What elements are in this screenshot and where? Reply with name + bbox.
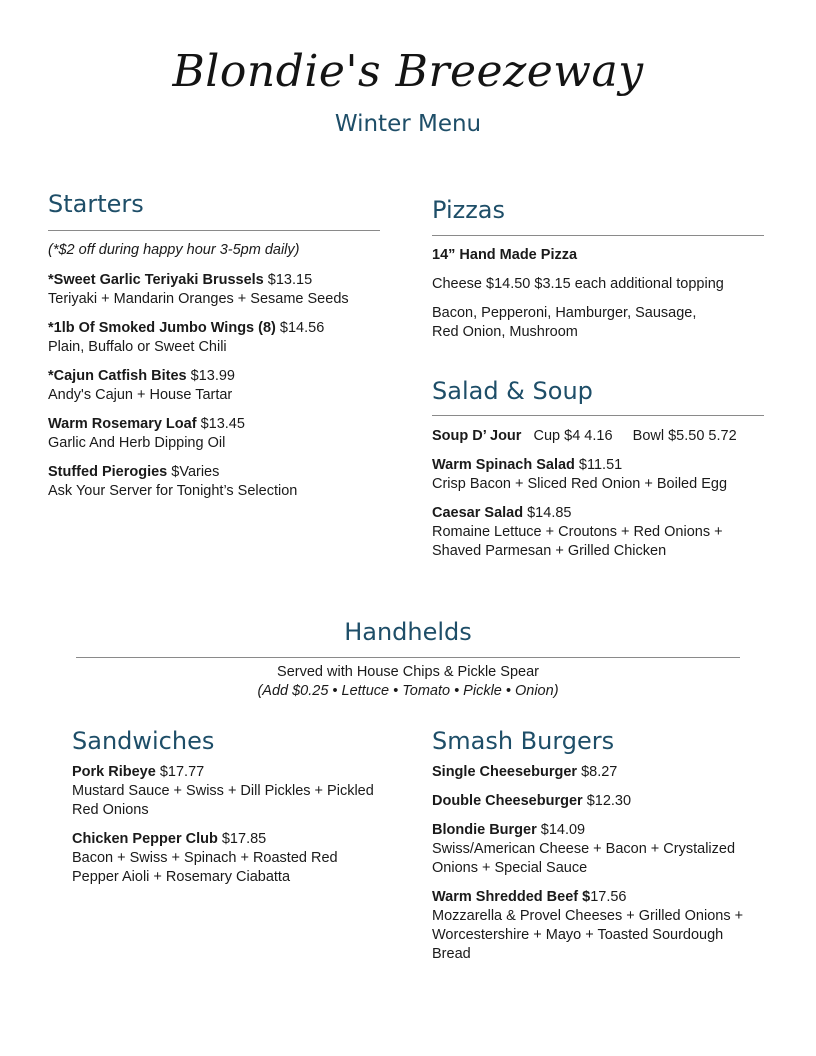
menu-item <box>432 275 772 294</box>
item-description: Ask Your Server for Tonight’s Selection <box>48 483 298 499</box>
item-description: Red Onions <box>72 802 149 818</box>
item-description: Plain, Buffalo or Sweet Chili <box>48 339 227 355</box>
handhelds-heading: Handhelds <box>344 618 472 646</box>
item-description: Andy's Cajun + House Tartar <box>48 387 233 403</box>
menu-item <box>48 367 388 405</box>
menu-item <box>72 830 402 887</box>
restaurant-title: Blondie's Breezeway <box>172 46 644 97</box>
happy-hour-note: (*$2 off during happy hour 3-5pm daily) <box>48 242 300 258</box>
menu-item <box>432 427 792 446</box>
item-price: $8.27 <box>577 764 618 780</box>
item-price: $13.45 <box>196 416 245 432</box>
add-ons-note: (Add $0.25 • Lettuce • Tomato • Pickle • Onion) <box>257 683 559 699</box>
menu-item <box>72 763 402 820</box>
item-description: Swiss/American Cheese + Bacon + Crystalized <box>432 841 736 857</box>
menu-item <box>48 415 388 453</box>
item-name: Caesar Salad <box>432 505 524 521</box>
item-description: Onions + Special Sauce <box>432 860 588 876</box>
sandwiches-heading: Sandwiches <box>72 727 215 755</box>
pizza-size: 14” Hand Made Pizza <box>432 247 578 263</box>
salad-soup-divider <box>432 415 764 416</box>
item-name: Single Cheeseburger <box>432 764 578 780</box>
menu-item <box>48 319 388 357</box>
smash-burgers-section <box>432 763 792 974</box>
item-description: Bread <box>432 946 471 962</box>
menu-item <box>432 304 772 342</box>
item-description: Mozzarella & Provel Cheeses + Grilled Onions + <box>432 908 744 924</box>
menu-item <box>48 463 388 501</box>
item-price: $12.30 <box>582 793 632 809</box>
item-description: Romaine Lettuce + Croutons + Red Onions + <box>432 524 723 540</box>
item-name: Pork Ribeye <box>72 764 156 780</box>
item-price: $14.09 <box>536 822 586 838</box>
pizzas-section <box>432 246 772 352</box>
served-with-note: Served with House Chips & Pickle Spear <box>277 664 539 680</box>
item-name: Warm Shredded Beef $ <box>432 889 591 905</box>
item-price: $13.99 <box>186 368 235 384</box>
item-price: Cup $4 4.16 Bowl $5.50 5.72 <box>521 428 737 444</box>
item-name: *1lb Of Smoked Jumbo Wings (8) <box>48 320 276 336</box>
salad-soup-heading: Salad & Soup <box>432 377 593 405</box>
starters-section <box>48 241 388 511</box>
menu-item <box>432 504 792 561</box>
menu-item <box>48 271 388 309</box>
starters-heading: Starters <box>48 190 144 218</box>
item-name: Double Cheeseburger <box>432 793 583 809</box>
menu-subtitle: Winter Menu <box>334 111 482 137</box>
item-name: Warm Spinach Salad <box>432 457 575 473</box>
item-price: 17.56 <box>590 889 627 905</box>
item-name: *Cajun Catfish Bites <box>48 368 187 384</box>
item-description: Worcestershire + Mayo + Toasted Sourdough <box>432 927 724 943</box>
item-description: Teriyaki + Mandarin Oranges + Sesame Seeds <box>48 291 349 307</box>
item-description: Shaved Parmesan + Grilled Chicken <box>432 543 667 559</box>
item-price: $13.15 <box>263 272 313 288</box>
item-description: Crisp Bacon + Sliced Red Onion + Boiled Egg <box>432 476 728 492</box>
handhelds-notes <box>0 663 816 701</box>
pizza-price-line: Cheese $14.50 $3.15 each additional topping <box>432 276 724 292</box>
item-name: Blondie Burger <box>432 822 537 838</box>
pizzas-heading: Pizzas <box>432 196 506 224</box>
item-name: Chicken Pepper Club <box>72 831 218 847</box>
item-description: Garlic And Herb Dipping Oil <box>48 435 226 451</box>
item-description: Pepper Aioli + Rosemary Ciabatta <box>72 869 291 885</box>
item-price: $17.77 <box>155 764 205 780</box>
item-name: Stuffed Pierogies <box>48 464 168 480</box>
menu-item <box>432 792 792 811</box>
item-price: $14.56 <box>275 320 325 336</box>
item-description: Bacon + Swiss + Spinach + Roasted Red <box>72 850 338 866</box>
topping-list: Red Onion, Mushroom <box>432 324 578 340</box>
topping-list: Bacon, Pepperoni, Hamburger, Sausage, <box>432 305 697 321</box>
starters-divider <box>48 230 380 231</box>
item-price: $17.85 <box>217 831 267 847</box>
item-name: Warm Rosemary Loaf <box>48 416 197 432</box>
salad-soup-section <box>432 427 792 571</box>
menu-item <box>432 888 792 964</box>
pizzas-divider <box>432 235 764 236</box>
handhelds-divider <box>76 657 740 658</box>
smash-burgers-heading: Smash Burgers <box>432 727 615 755</box>
item-price: $14.85 <box>523 505 572 521</box>
item-price: $11.51 <box>574 457 623 473</box>
item-price: $Varies <box>167 464 220 480</box>
sandwiches-section <box>72 763 402 897</box>
menu-item <box>432 821 792 878</box>
item-description: Mustard Sauce + Swiss + Dill Pickles + Pickled <box>72 783 374 799</box>
menu-item <box>432 456 792 494</box>
item-name: *Sweet Garlic Teriyaki Brussels <box>48 272 264 288</box>
menu-item <box>432 246 772 265</box>
item-name: Soup D’ Jour <box>432 428 522 444</box>
menu-item <box>432 763 792 782</box>
